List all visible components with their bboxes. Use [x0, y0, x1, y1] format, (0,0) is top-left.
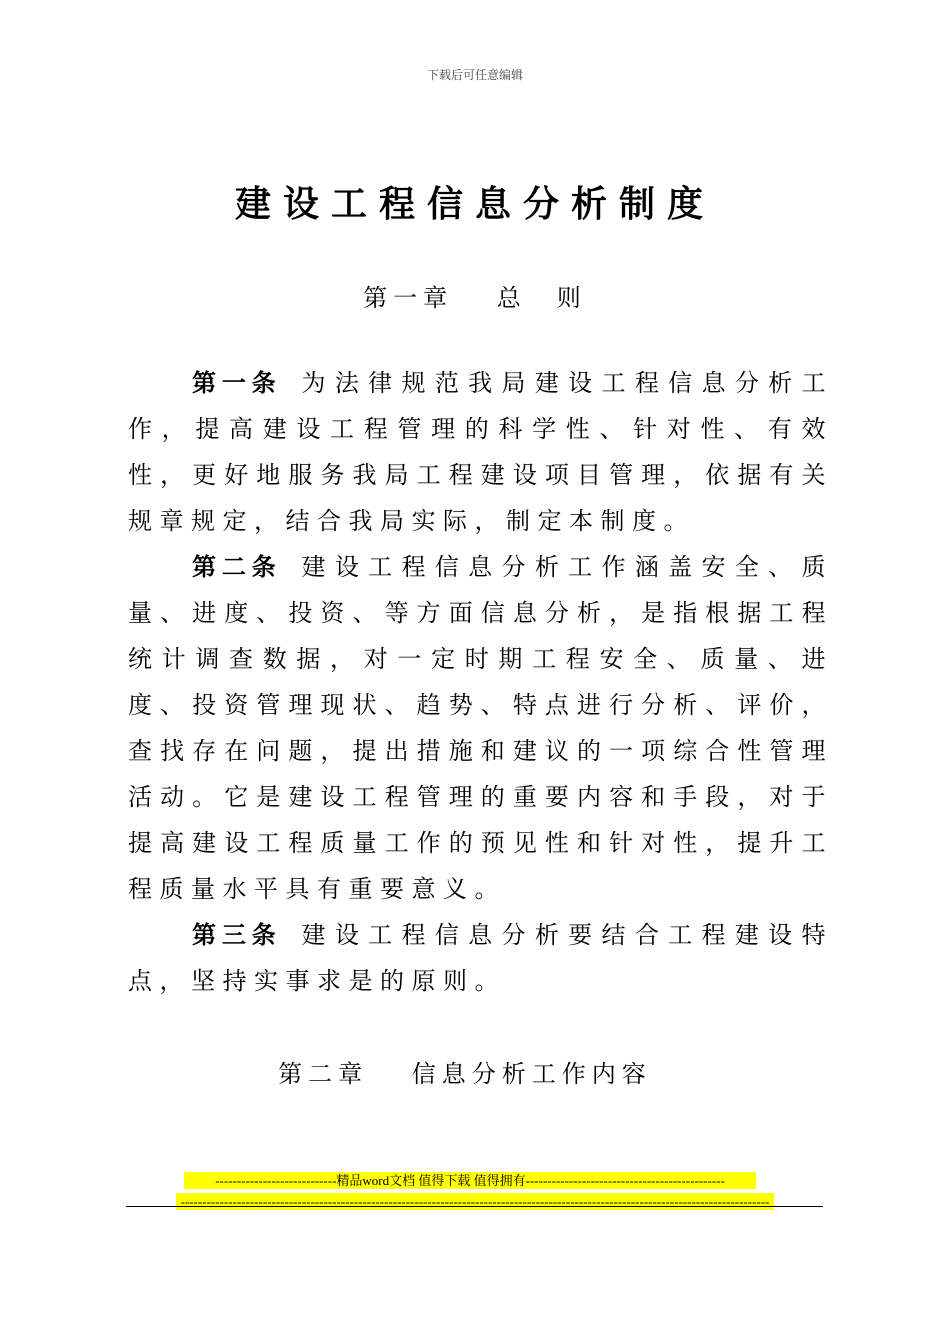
article-1 — [128, 360, 833, 544]
article-1-heading: 第一条 — [192, 369, 282, 397]
chapter-2-heading: 第二章 信息分析工作内容 — [278, 1060, 652, 1088]
article-2 — [128, 544, 833, 912]
article-3-heading: 第三条 — [192, 921, 282, 949]
footer-banner-line-1: ----------------------------精品word文档 值得下载 值得拥有---------------------------------------------- — [184, 1172, 756, 1189]
chapter-1-heading: 第一章 总 则 — [363, 284, 587, 312]
article-1-text: 为法律规范我局建设工程信息分析工作，提高建设工程管理的科学性、针对性、有效性，更好地服务我局工程建设项目管理，依据有关规章规定，结合我局实际，制定本制度。 — [128, 369, 833, 535]
footer-divider — [126, 1206, 823, 1207]
page-header: 下载后可任意编辑 — [426, 68, 523, 82]
article-3 — [128, 912, 833, 1004]
footer-banner — [0, 1172, 950, 1214]
footer-banner-line-2: ---------------------------------------------------------------------------------------------------------------------------------------- — [176, 1193, 774, 1210]
document-body — [128, 360, 833, 1004]
article-3-text: 建设工程信息分析要结合工程建设特点，坚持实事求是的原则。 — [128, 921, 833, 995]
article-2-heading: 第二条 — [192, 553, 282, 581]
document-title: 建设工程信息分析制度 — [234, 184, 715, 225]
article-2-text: 建设工程信息分析工作涵盖安全、质量、进度、投资、等方面信息分析，是指根据工程统计调查数据，对一定时期工程安全、质量、进度、投资管理现状、趋势、特点进行分析、评价，查找存在问题，提出措施和建议的一项综合性管理活动。它是建设工程管理的重要内容和手段，对于提高建设工程质量工作的预见性和针对性，提升工程质量水平具有重要意义。 — [128, 553, 833, 903]
